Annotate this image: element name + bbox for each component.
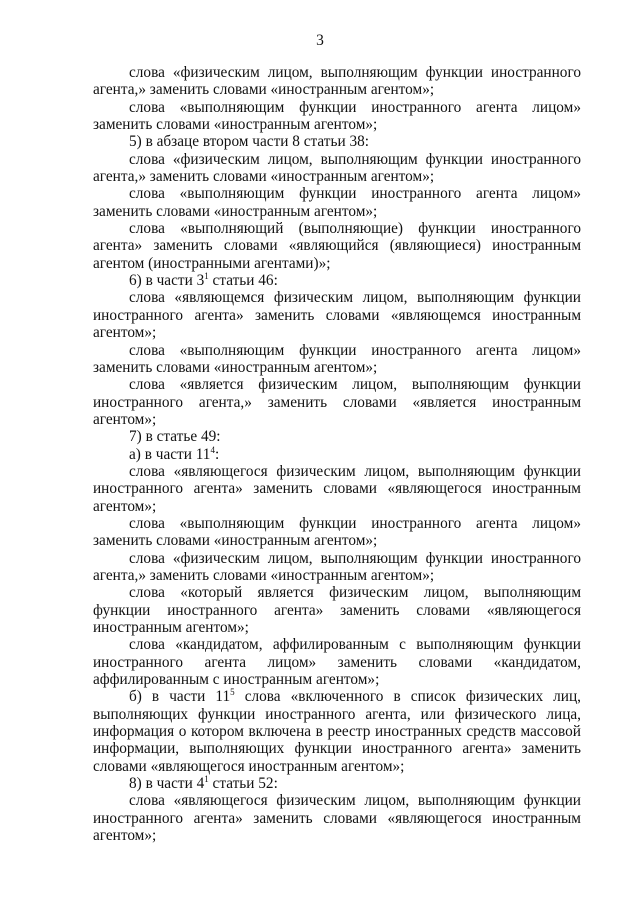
superscript: 5 [230, 687, 235, 698]
superscript: 4 [210, 444, 215, 455]
paragraph: слова «физическим лицом, выполняющим функции иностранного агента,» заменить словами «иностранным агентом»; [93, 150, 581, 186]
paragraph: слова «являющемся физическим лицом, выполняющим функции иностранного агента» заменить словами «являющемся иностранным агентом»; [93, 289, 581, 342]
paragraph: а) в части $11^4$: [129, 444, 220, 463]
paragraph: слова «физическим лицом, выполняющим функции иностранного агента,» заменить словами «иностранным агентом»; [93, 549, 581, 584]
paragraph: слова «являющегося физическим лицом, выполняющим функции иностранного агента» заменить словами «являющегося иностранным агентом»; [93, 462, 581, 515]
superscript: 1 [204, 271, 209, 282]
paragraph: слова «выполняющий (выполняющие) функции иностранного агента» заменить словами «являющийся (являющиеся) иностранным агентом (иностранными агентами)»; [93, 220, 581, 272]
paragraph: слова «физическим лицом, выполняющим функции иностранного агента,» заменить словами «иностранным агентом»; [93, 64, 581, 99]
paragraph: слова «выполняющим функции иностранного агента лицом» заменить словами «иностранным агентом»; [93, 341, 581, 376]
page-number: 3 [316, 32, 324, 49]
paragraph: слова «являющегося физическим лицом, выполняющим функции иностранного агента» заменить словами «являющегося иностранным агентом»; [93, 792, 581, 845]
paragraph: 7) в статье 49: [129, 428, 221, 446]
paragraph: 5) в абзаце втором части 8 статьи 38: [129, 133, 370, 151]
paragraph: слова «является физическим лицом, выполняющим функции иностранного агента,» заменить словами «является иностранным агентом»; [93, 376, 581, 428]
document-body [93, 64, 581, 844]
paragraph: 8) в части $4^1$ статьи 52: [129, 774, 278, 793]
paragraph: слова «который является физическим лицом, выполняющим функции иностранного агента» заменить словами «являющегося иностранным агентом»; [93, 584, 581, 636]
paragraph: слова «выполняющим функции иностранного агента лицом» заменить словами «иностранным агентом»; [93, 98, 581, 134]
paragraph: 6) в части $3^1$ статьи 46: [129, 271, 278, 290]
superscript: 1 [204, 774, 209, 785]
paragraph: слова «кандидатом, аффилированным с выполняющим функции иностранного агента лицом» заменить словами «кандидатом, аффилированным с иностранным агентом»; [93, 636, 581, 689]
paragraph: б) в части $11^5$ слова «включенного в список физических лиц, выполняющих функции иностранного агента, или физического лица, информация о котором включена в реестр иностранных средств массовой информации, выполняющих функции иностранного агента» заменить словами «являющегося иностранным агентом»; [93, 687, 581, 775]
paragraph: слова «выполняющим функции иностранного агента лицом» заменить словами «иностранным агентом»; [93, 514, 581, 550]
paragraph: слова «выполняющим функции иностранного агента лицом» заменить словами «иностранным агентом»; [93, 185, 581, 220]
